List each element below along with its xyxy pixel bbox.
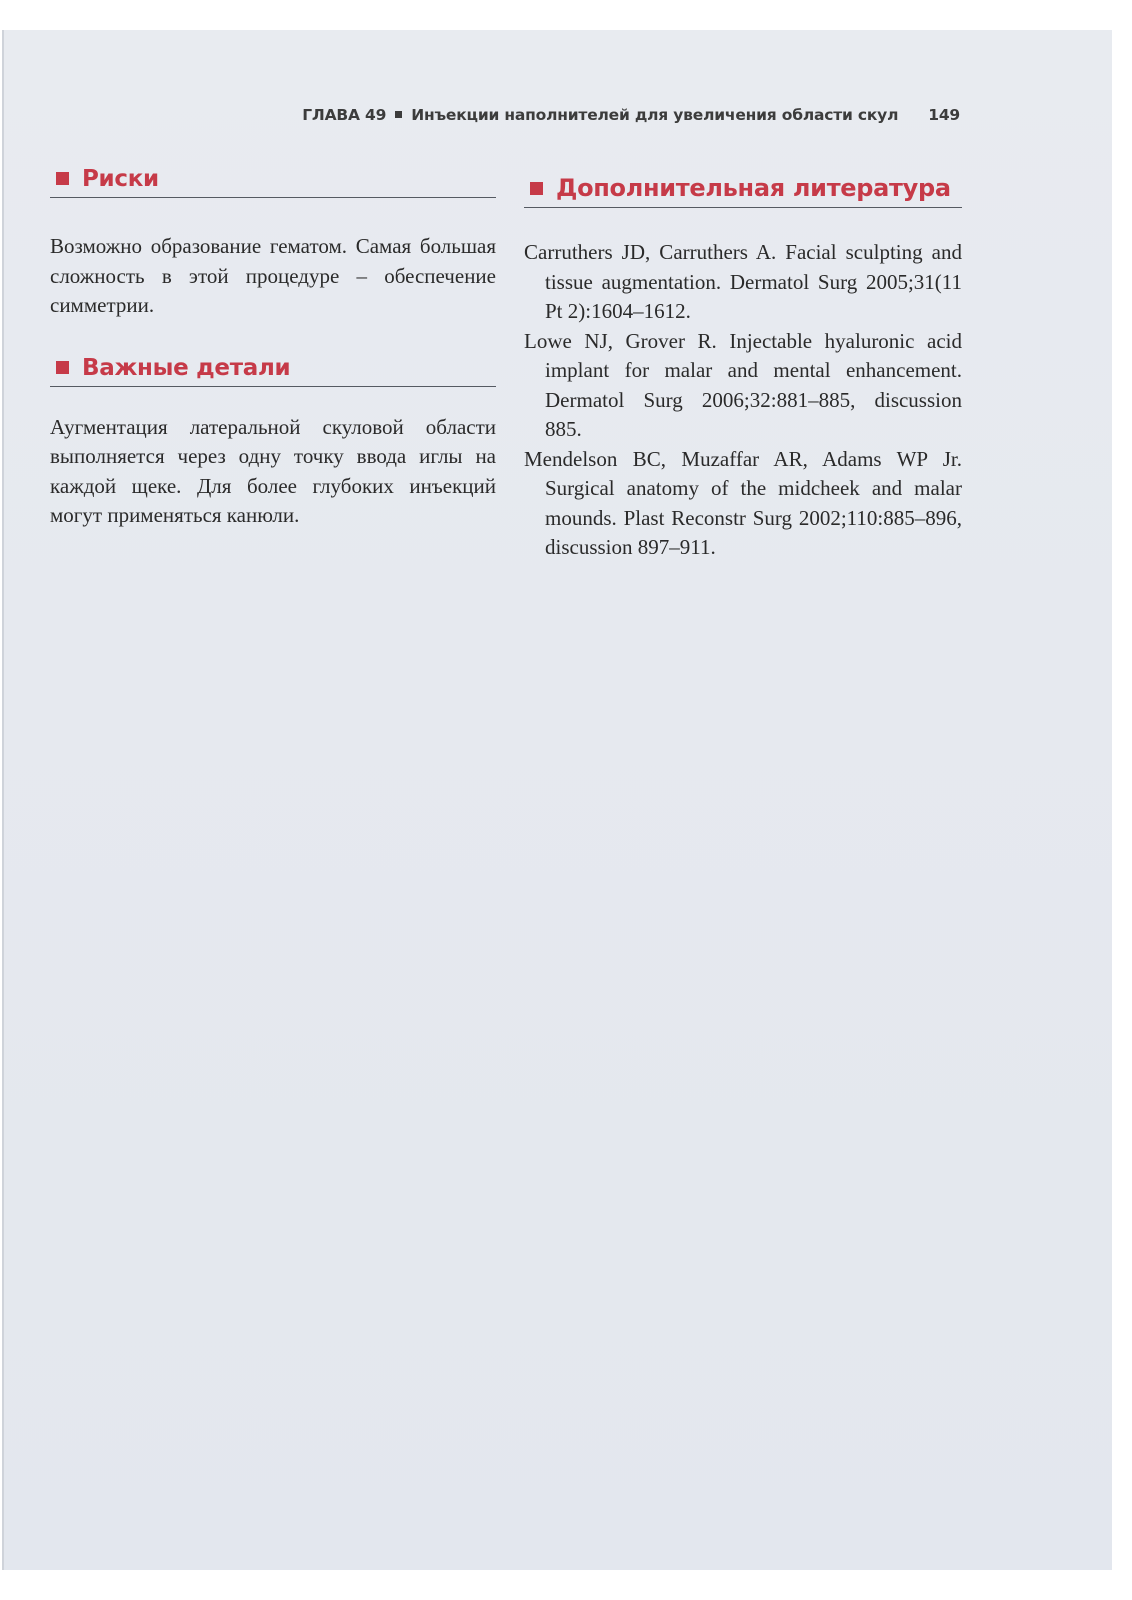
risks-heading-text: Риски [82,166,159,192]
right-column [524,174,962,563]
square-bullet-icon [530,182,543,195]
reference-item: Mendelson BC, Muzaffar AR, Adams WP Jr. Surgical anatomy of the midcheek and malar mounds. Plast Reconstr Surg 2002;110:885–896, discussion 897–911. [524,446,962,559]
risks-paragraph: Возможно образование гематом. Самая большая сложность в этой процедуре – обеспечение симметрии. [50,234,496,317]
square-bullet-icon [395,111,402,118]
details-paragraph: Аугментация латеральной скуловой области выполняется через одну точку ввода иглы на каждой щеке. Для более глубоких инъекций могут применяться канюли. [50,414,496,527]
details-heading [50,355,496,387]
reference-list [524,238,962,563]
references-heading-text: Дополнительная литература [556,174,951,202]
reference-item: Lowe NJ, Grover R. Injectable hyaluronic acid implant for malar and mental enhancement. Dermatol Surg 2006;32:881–885, discussion 885. [524,328,962,441]
chapter-title: Инъекции наполнителей для увеличения области скул [411,106,899,124]
square-bullet-icon [56,361,69,374]
running-header [302,106,960,124]
left-column [50,166,496,531]
references-heading [524,174,962,208]
square-bullet-icon [56,172,69,185]
page-number: 149 [928,106,960,124]
risks-heading [50,166,496,198]
details-heading-text: Важные детали [82,354,291,381]
reference-item: Carruthers JD, Carruthers A. Facial sculpting and tissue augmentation. Dermatol Surg 2005;31(11 Pt 2):1604–1612. [524,240,962,323]
book-page [2,30,1112,1570]
chapter-label: ГЛАВА 49 [302,106,387,124]
